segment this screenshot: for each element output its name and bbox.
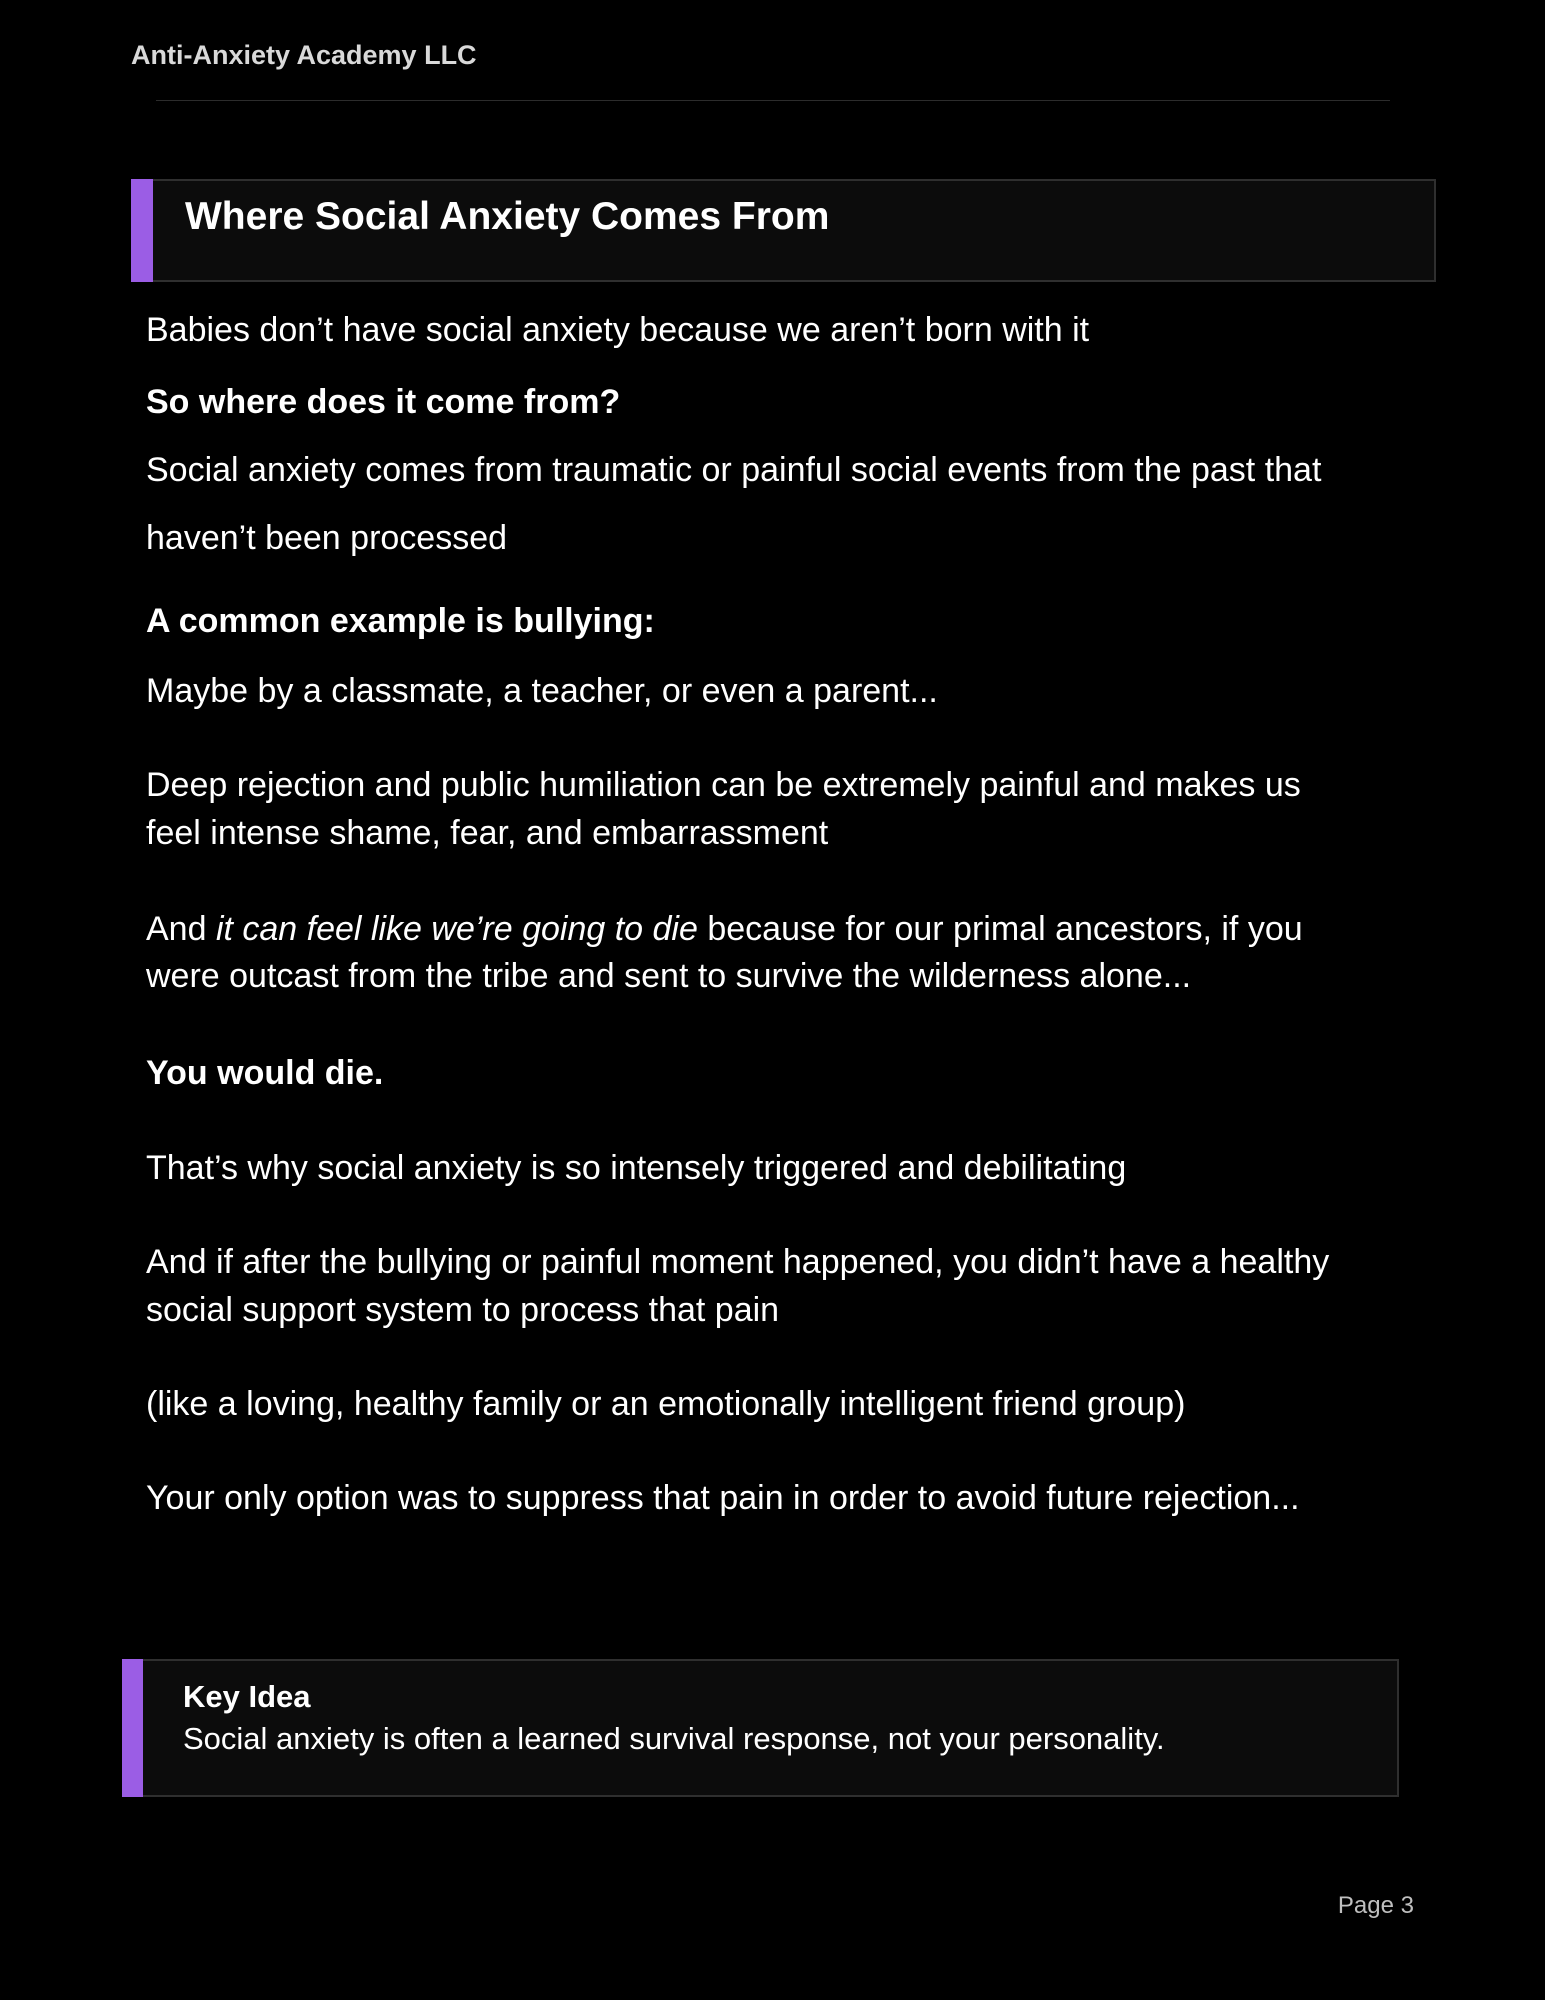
key-idea-accent-bar: [122, 1659, 143, 1797]
heading-where-from: So where does it come from?: [146, 383, 621, 421]
ancestors-suffix: because for our primal ancestors, if you: [697, 910, 1303, 948]
company-name: Anti-Anxiety Academy LLC: [131, 40, 477, 70]
ancestors-italic-phrase: it can feel like we’re going to die: [215, 910, 698, 948]
paragraph-support-line1: And if after the bullying or painful moment happened, you didn’t have a healthy: [146, 1243, 1330, 1281]
paragraph-ancestors-line2: were outcast from the tribe and sent to survive the wilderness alone...: [146, 957, 1192, 995]
paragraph-bullies: Maybe by a classmate, a teacher, or even a parent...: [146, 672, 938, 710]
paragraph-rejection-line2: feel intense shame, fear, and embarrassment: [146, 814, 829, 852]
heading-bullying-example: A common example is bullying:: [146, 602, 655, 640]
paragraph-ancestors-line1: [146, 910, 1303, 949]
ancestors-prefix: And: [146, 910, 216, 948]
paragraph-triggered: That’s why social anxiety is so intensely triggered and debilitating: [146, 1149, 1127, 1187]
key-idea-box: [122, 1659, 1399, 1797]
key-idea-title: Key Idea: [183, 1679, 311, 1714]
key-idea-text: Social anxiety is often a learned survival response, not your personality.: [183, 1721, 1165, 1756]
paragraph-suppress: Your only option was to suppress that pain in order to avoid future rejection...: [146, 1479, 1300, 1517]
page-number: Page 3: [1337, 1892, 1414, 1919]
paragraph-origin-line1: Social anxiety comes from traumatic or painful social events from the past that: [146, 451, 1322, 489]
header-divider: [156, 100, 1390, 101]
heading-you-would-die: You would die.: [146, 1054, 384, 1092]
paragraph-babies: Babies don’t have social anxiety because we aren’t born with it: [146, 311, 1090, 349]
title-accent-bar: [131, 179, 153, 282]
section-title: Where Social Anxiety Comes From: [185, 195, 830, 238]
paragraph-support-line2: social support system to process that pain: [146, 1291, 780, 1329]
paragraph-family: (like a loving, healthy family or an emotionally intelligent friend group): [146, 1385, 1186, 1423]
section-title-box: [131, 179, 1436, 282]
paragraph-rejection-line1: Deep rejection and public humiliation can be extremely painful and makes us: [146, 766, 1301, 804]
paragraph-origin-line2: haven’t been processed: [146, 519, 508, 557]
